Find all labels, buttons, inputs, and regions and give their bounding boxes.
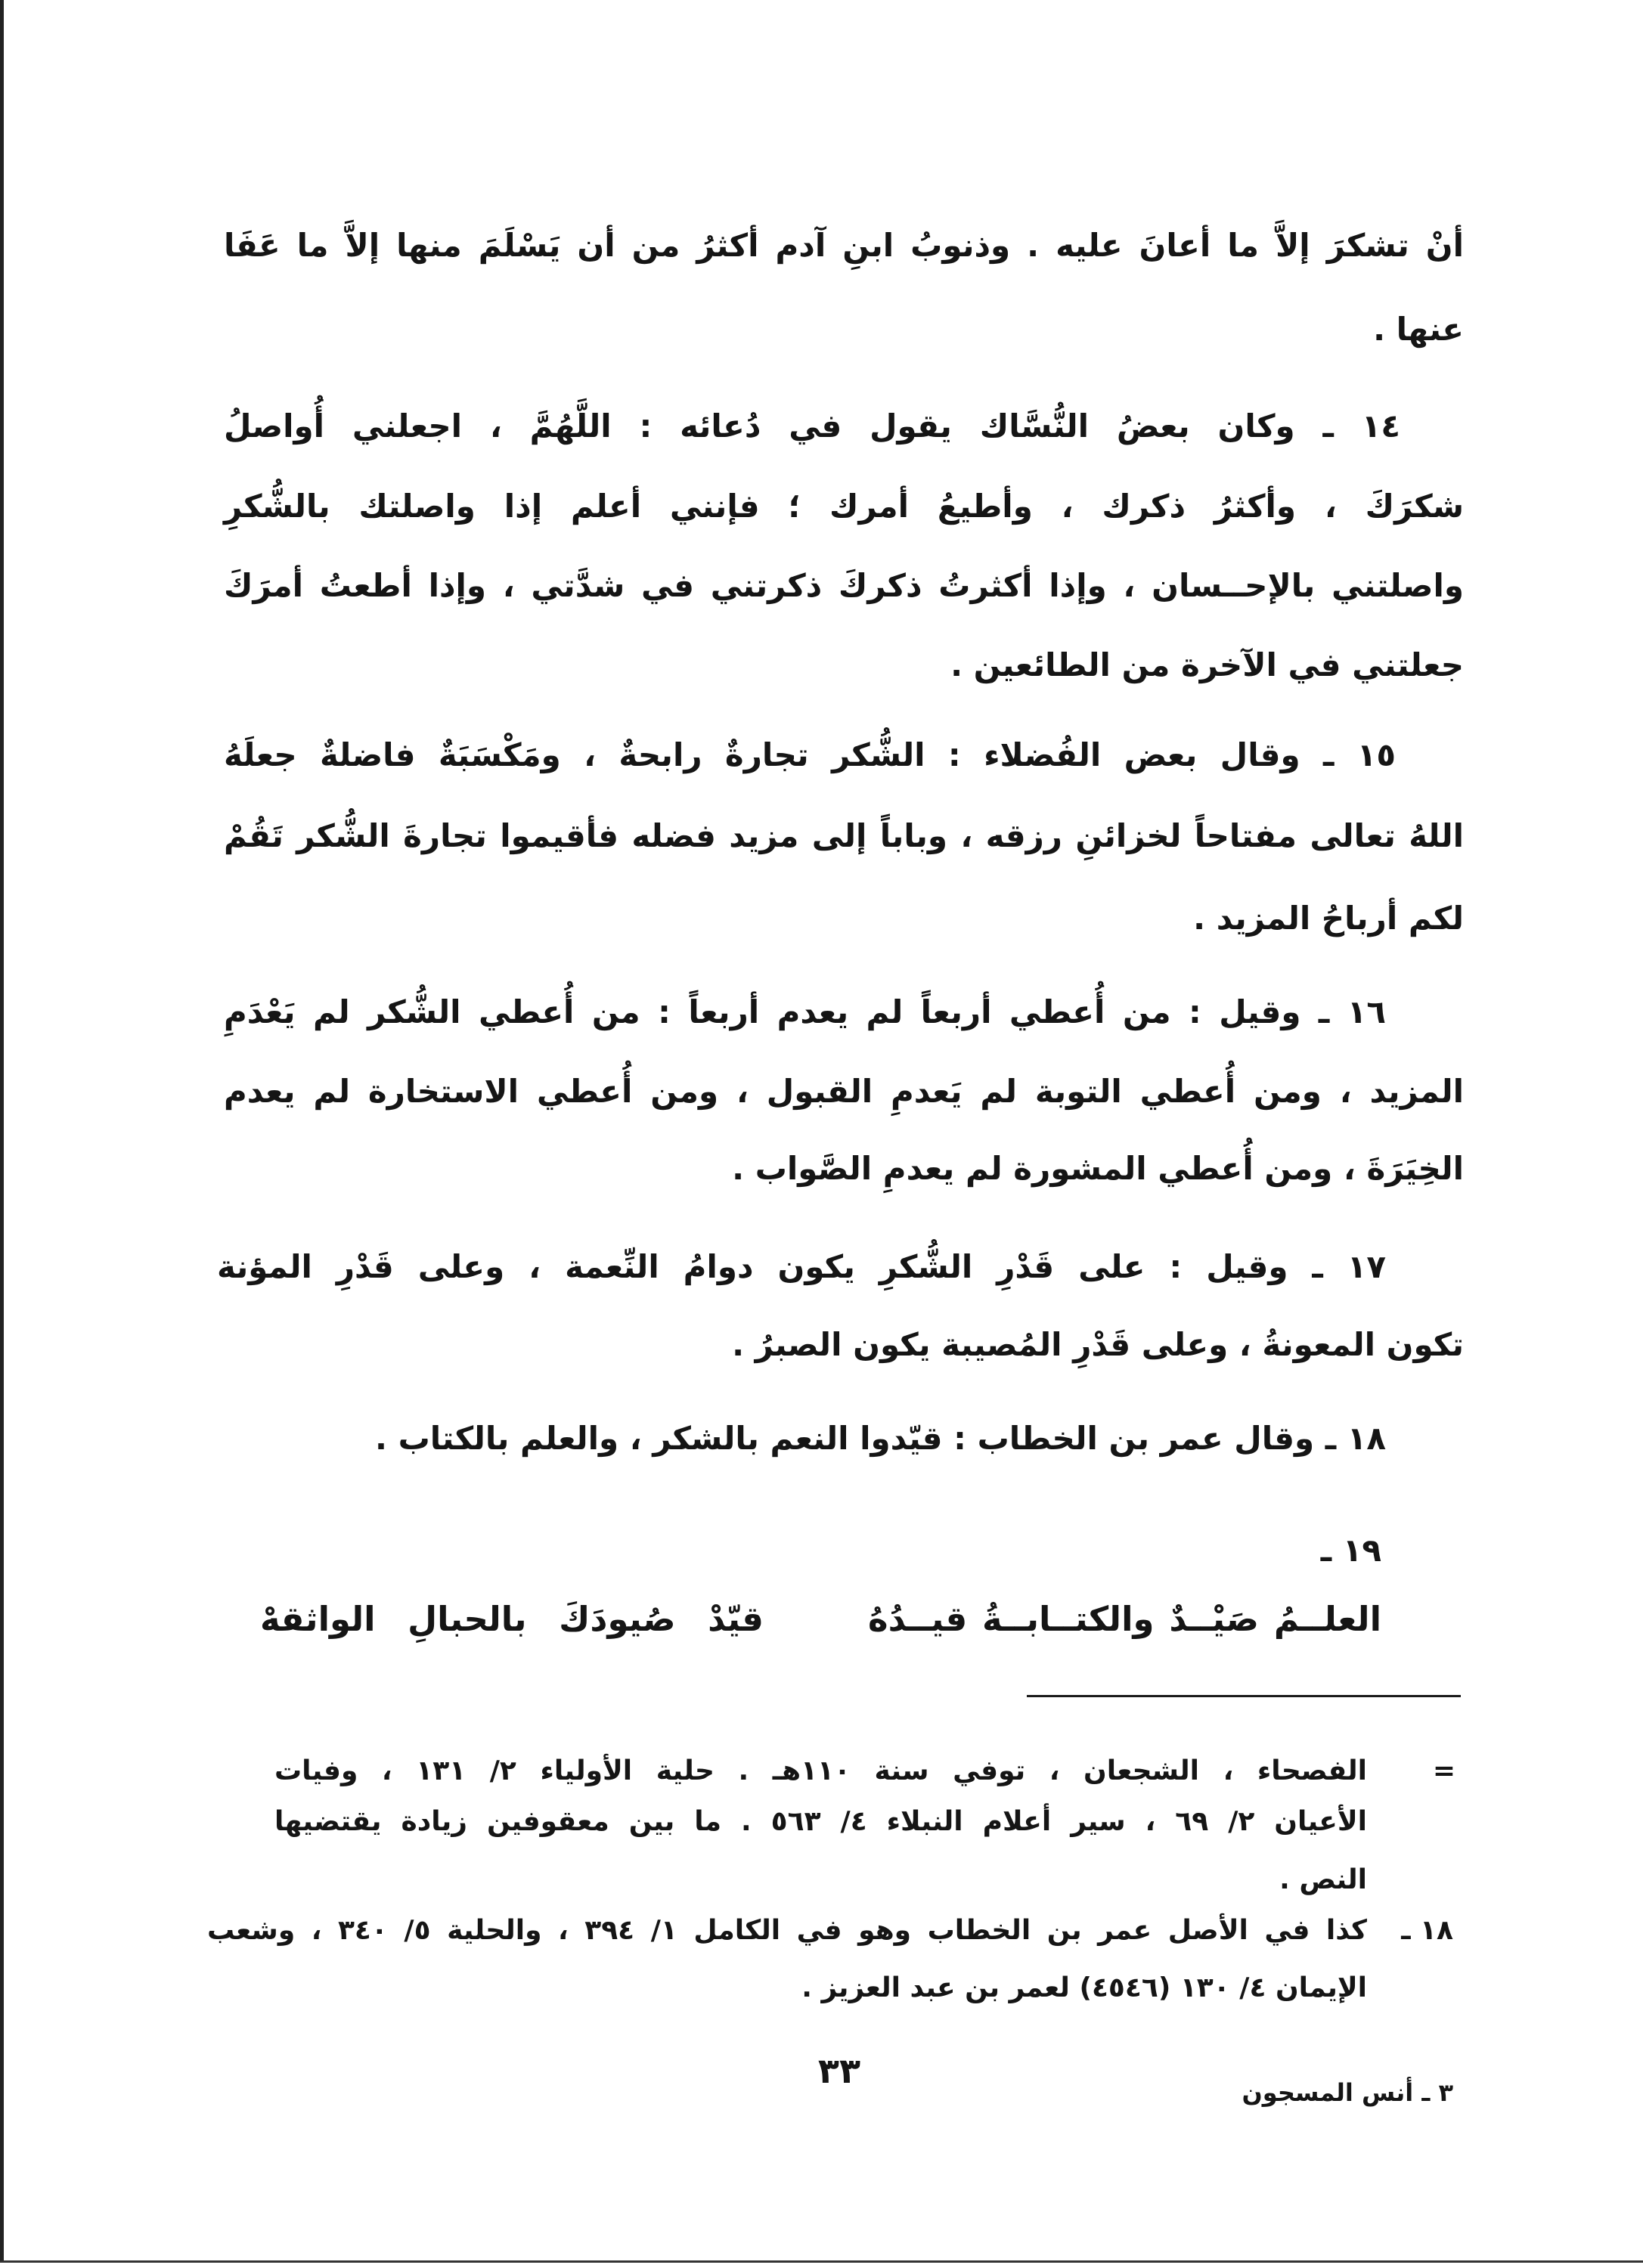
continuation-line: أنْ تشكرَ إلاَّ ما أعانَ عليه . وذنوبُ ابنِ آدم أكثرُ من أن يَسْلَمَ منها إلاَّ ما عَفَا	[224, 227, 1464, 264]
footnote-line: الفصحاء ، الشجعان ، توفي سنة ١١٠هـ . حلية الأولياء ٢/ ١٣١ ، وفيات	[274, 1755, 1367, 1786]
item-14-line: جعلتني في الآخرة من الطائعين .	[950, 646, 1464, 683]
scan-edge-bottom	[0, 2260, 1643, 2263]
page-number: ٣٣	[817, 2050, 861, 2091]
verse-first-hemistich: العلــمُ صَيْــدٌ والكتــابــةُ قيــدُهُ	[868, 1599, 1381, 1639]
verse-second-hemistich: قيّدْ صُيودَكَ بالحبالِ الواثقهْ	[260, 1599, 764, 1639]
footnote-line: الإيمان ٤/ ١٣٠ (٤٥٤٦) لعمر بن عبد العزيز .	[801, 1972, 1367, 2003]
item-15-line: لكم أرباحُ المزيد .	[1193, 900, 1464, 937]
item-17-line: ١٧ ـ وقيل : على قَدْرِ الشُّكرِ يكون دوامُ النِّعمة ، وعلى قَدْرِ المؤنة	[217, 1248, 1386, 1285]
signature-mark: ٣ ـ أنس المسجون	[1242, 2078, 1453, 2107]
footnote-separator	[1027, 1695, 1461, 1697]
continuation-line: عنها .	[1373, 311, 1464, 348]
item-15-line: اللهُ تعالى مفتاحاً لخزائنِ رزقه ، وباباً إلى مزيد فضله فأقيموا تجارةَ الشُّكر تَقُمْ	[224, 817, 1464, 854]
item-15-line: ١٥ ـ وقال بعض الفُضلاء : الشُّكر تجارةٌ رابحةٌ ، ومَكْسَبَةٌ فاضلةٌ جعلَهُ	[224, 736, 1396, 773]
item-16-line: ١٦ ـ وقيل : من أُعطي أربعاً لم يعدم أربعاً : من أُعطي الشُّكر لم يَعْدَمِ	[224, 993, 1386, 1030]
item-14-line: شكرَكَ ، وأكثرُ ذكرك ، وأطيعُ أمرك ؛ فإنني أعلم إذا واصلتك بالشُّكرِ	[224, 488, 1464, 525]
footnote-marker: ١٨ ـ	[1401, 1915, 1453, 1946]
item-14-line: واصلتني بالإحــسان ، وإذا أكثرتُ ذكركَ ذكرتني في شدَّتي ، وإذا أطعتُ أمرَكَ	[224, 567, 1464, 604]
footnote-line: النص .	[1279, 1864, 1367, 1895]
item-16-line: الخِيَرَةَ ، ومن أُعطي المشورة لم يعدمِ الصَّواب .	[732, 1150, 1464, 1187]
item-17-line: تكون المعونةُ ، وعلى قَدْرِ المُصيبة يكون الصبرُ .	[732, 1326, 1464, 1363]
item-16-line: المزيد ، ومن أُعطي التوبة لم يَعدمِ القبول ، ومن أُعطي الاستخارة لم يعدم	[224, 1073, 1464, 1110]
item-19-label: ١٩ ـ	[1320, 1532, 1381, 1569]
footnote-marker: =	[1432, 1755, 1455, 1786]
scan-edge-left	[0, 0, 4, 2262]
footnote-line: الأعيان ٢/ ٦٩ ، سير أعلام النبلاء ٤/ ٥٦٣ . ما بين معقوفين زيادة يقتضيها	[274, 1806, 1367, 1837]
item-14-line: ١٤ ـ وكان بعضُ النُّسَّاك يقول في دُعائه : اللَّهُمَّ ، اجعلني أُواصلُ	[224, 407, 1400, 445]
item-18-line: ١٨ ـ وقال عمر بن الخطاب : قيّدوا النعم بالشكر ، والعلم بالكتاب .	[375, 1420, 1386, 1457]
footnote-line: كذا في الأصل عمر بن الخطاب وهو في الكامل ١/ ٣٩٤ ، والحلية ٥/ ٣٤٠ ، وشعب	[207, 1915, 1367, 1946]
